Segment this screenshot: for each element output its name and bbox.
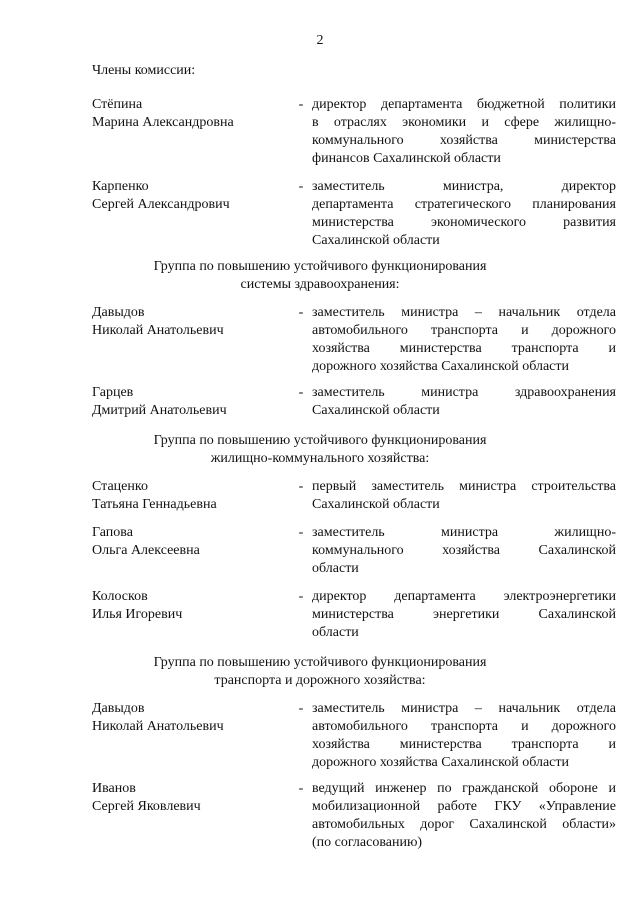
member-surname: Карпенко xyxy=(92,179,149,194)
member-dash: - xyxy=(298,701,304,716)
role-line: заместитель министра – начальник отдела xyxy=(312,701,616,716)
role-line: дорожного хозяйства Сахалинской области xyxy=(312,359,570,374)
member-role xyxy=(312,178,616,250)
role-line: области xyxy=(312,625,359,640)
group-title-line: Группа по повышению устойчивого функционирования xyxy=(153,259,487,274)
role-line: департамента стратегического планирования xyxy=(312,197,616,212)
group-title-line: Группа по повышению устойчивого функционирования xyxy=(153,433,487,448)
member-surname: Давыдов xyxy=(92,701,145,716)
member-name xyxy=(92,478,292,514)
member-name xyxy=(92,384,292,420)
member-dash: - xyxy=(298,479,304,494)
member-given-names: Марина Александровна xyxy=(92,115,234,130)
role-line: автомобильных дорог Сахалинской области» xyxy=(312,817,616,832)
member-dash: - xyxy=(298,525,304,540)
group-title-line: жилищно-коммунального хозяйства: xyxy=(210,451,430,466)
member-name xyxy=(92,700,292,736)
role-line: хозяйства министерства транспорта и xyxy=(312,737,616,752)
member-role xyxy=(312,780,616,852)
role-line: области xyxy=(312,561,359,576)
member-surname: Стаценко xyxy=(92,479,148,494)
member-dash: - xyxy=(298,305,304,320)
member-surname: Стёпина xyxy=(92,97,143,112)
member-surname: Колосков xyxy=(92,589,148,604)
group-title-healthcare xyxy=(0,258,640,294)
member-dash: - xyxy=(298,97,304,112)
role-line: ведущий инженер по гражданской обороне и xyxy=(312,781,616,796)
member-given-names: Сергей Яковлевич xyxy=(92,799,201,814)
member-name xyxy=(92,780,292,816)
role-line: (по согласованию) xyxy=(312,835,423,850)
member-given-names: Сергей Александрович xyxy=(92,197,230,212)
member-name xyxy=(92,588,292,624)
member-role xyxy=(312,478,616,514)
member-given-names: Николай Анатольевич xyxy=(92,323,224,338)
role-line: коммунального хозяйства министерства xyxy=(312,133,616,148)
role-line: дорожного хозяйства Сахалинской области xyxy=(312,755,570,770)
role-line: в отраслях экономики и сфере жилищно- xyxy=(312,115,616,130)
role-line: финансов Сахалинской области xyxy=(312,151,501,166)
role-line: автомобильного транспорта и дорожного xyxy=(312,323,616,338)
member-name xyxy=(92,524,292,560)
member-name xyxy=(92,96,292,132)
member-role xyxy=(312,384,616,420)
role-line: министерства энергетики Сахалинской xyxy=(312,607,616,622)
role-line: заместитель министра – начальник отдела xyxy=(312,305,616,320)
group-title-transport xyxy=(0,654,640,690)
member-role xyxy=(312,588,616,642)
commission-members-heading: Члены комиссии: xyxy=(92,63,196,78)
role-line: первый заместитель министра строительства xyxy=(312,479,616,494)
member-given-names: Николай Анатольевич xyxy=(92,719,224,734)
member-surname: Давыдов xyxy=(92,305,145,320)
role-line: заместитель министра, директор xyxy=(312,179,616,194)
member-dash: - xyxy=(298,781,304,796)
role-line: мобилизационной работе ГКУ «Управление xyxy=(312,799,616,814)
member-dash: - xyxy=(298,589,304,604)
member-given-names: Илья Игоревич xyxy=(92,607,183,622)
member-name xyxy=(92,304,292,340)
member-surname: Гапова xyxy=(92,525,133,540)
role-line: хозяйства министерства транспорта и xyxy=(312,341,616,356)
member-role xyxy=(312,524,616,578)
member-name xyxy=(92,178,292,214)
role-line: заместитель министра здравоохранения xyxy=(312,385,616,400)
member-dash: - xyxy=(298,179,304,194)
group-title-line: Группа по повышению устойчивого функционирования xyxy=(153,655,487,670)
role-line: директор департамента бюджетной политики xyxy=(312,97,616,112)
role-line: директор департамента электроэнергетики xyxy=(312,589,616,604)
member-surname: Гарцев xyxy=(92,385,134,400)
role-line: коммунального хозяйства Сахалинской xyxy=(312,543,616,558)
role-line: Сахалинской области xyxy=(312,403,440,418)
member-surname: Иванов xyxy=(92,781,136,796)
member-given-names: Татьяна Геннадьевна xyxy=(92,497,217,512)
group-title-line: транспорта и дорожного хозяйства: xyxy=(214,673,426,688)
member-role xyxy=(312,304,616,376)
page-number: 2 xyxy=(316,33,324,48)
group-title-housing xyxy=(0,432,640,468)
role-line: автомобильного транспорта и дорожного xyxy=(312,719,616,734)
member-given-names: Ольга Алексеевна xyxy=(92,543,200,558)
role-line: Сахалинской области xyxy=(312,497,440,512)
group-title-line: системы здравоохранения: xyxy=(240,277,400,292)
member-role xyxy=(312,700,616,772)
role-line: министерства экономического развития xyxy=(312,215,616,230)
member-role xyxy=(312,96,616,168)
member-given-names: Дмитрий Анатольевич xyxy=(92,403,227,418)
role-line: Сахалинской области xyxy=(312,233,440,248)
member-dash: - xyxy=(298,385,304,400)
role-line: заместитель министра жилищно- xyxy=(312,525,616,540)
